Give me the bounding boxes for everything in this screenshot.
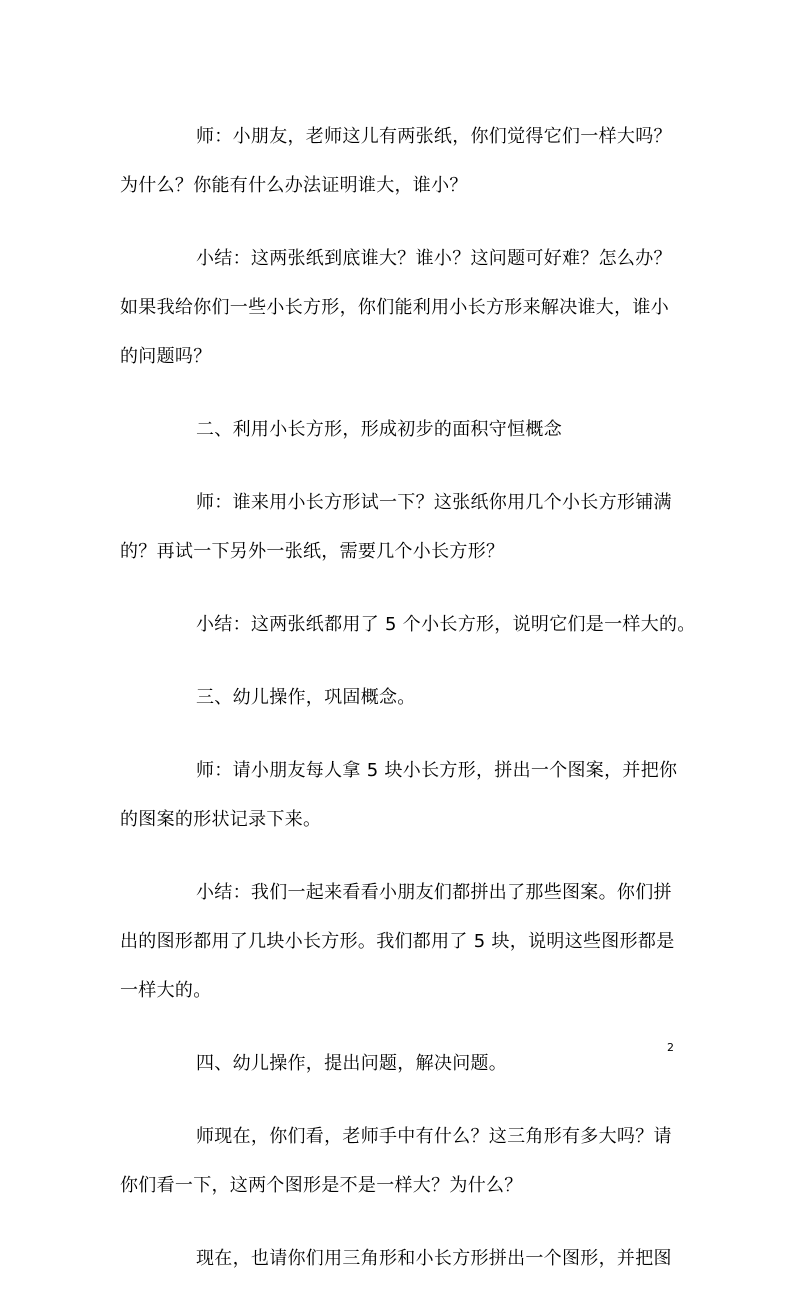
paragraph-1: [120, 112, 676, 210]
text-line: 你们看一下，这两个图形是不是一样大？为什么？: [120, 1175, 523, 1196]
text-line: 的图案的形状记录下来。: [120, 809, 322, 830]
text-line: 师：请小朋友每人拿 5 块小长方形，拼出一个图案，并把你: [196, 760, 678, 781]
text-line: 三、幼儿操作，巩固概念。: [196, 687, 416, 708]
text-line: 四、幼儿操作，提出问题，解决问题。: [196, 1053, 508, 1074]
page-number: 2: [667, 1041, 674, 1054]
paragraph-8: [120, 868, 676, 1015]
text-line: 为什么？你能有什么办法证明谁大，谁小？: [120, 175, 468, 196]
text-line: 二、利用小长方形，形成初步的面积守恒概念: [196, 419, 562, 440]
paragraph-6: [120, 673, 676, 722]
paragraph-11: [120, 1234, 676, 1283]
paragraph-9: [120, 1039, 676, 1088]
text-line: 如果我给你们一些小长方形，你们能利用小长方形来解决谁大，谁小: [120, 297, 669, 318]
text-line: 的问题吗？: [120, 346, 212, 367]
text-line: 一样大的。: [120, 980, 212, 1001]
text-line: 师：谁来用小长方形试一下？这张纸你用几个小长方形铺满: [196, 492, 672, 513]
text-line: 出的图形都用了几块小长方形。我们都用了 5 块，说明这些图形都是: [120, 931, 675, 952]
paragraph-2: [120, 234, 676, 381]
text-line: 的？再试一下另外一张纸，需要几个小长方形？: [120, 541, 505, 562]
paragraph-5: [120, 600, 696, 649]
paragraph-4: [120, 478, 676, 576]
text-line: 师现在，你们看，老师手中有什么？这三角形有多大吗？请: [196, 1126, 672, 1147]
text-line: 师：小朋友，老师这儿有两张纸，你们觉得它们一样大吗？: [196, 126, 672, 147]
paragraph-10: [120, 1112, 676, 1210]
text-line: 现在，也请你们用三角形和小长方形拼出一个图形，并把图: [196, 1248, 672, 1269]
paragraph-7: [120, 746, 676, 844]
text-line: 小结：我们一起来看看小朋友们都拼出了那些图案。你们拼: [196, 882, 672, 903]
paragraph-3: [120, 405, 676, 454]
document-body: [120, 112, 696, 1307]
text-line: 小结：这两张纸到底谁大？谁小？这问题可好难？怎么办？: [196, 248, 672, 269]
text-line: 小结：这两张纸都用了 5 个小长方形，说明它们是一样大的。: [196, 614, 696, 635]
